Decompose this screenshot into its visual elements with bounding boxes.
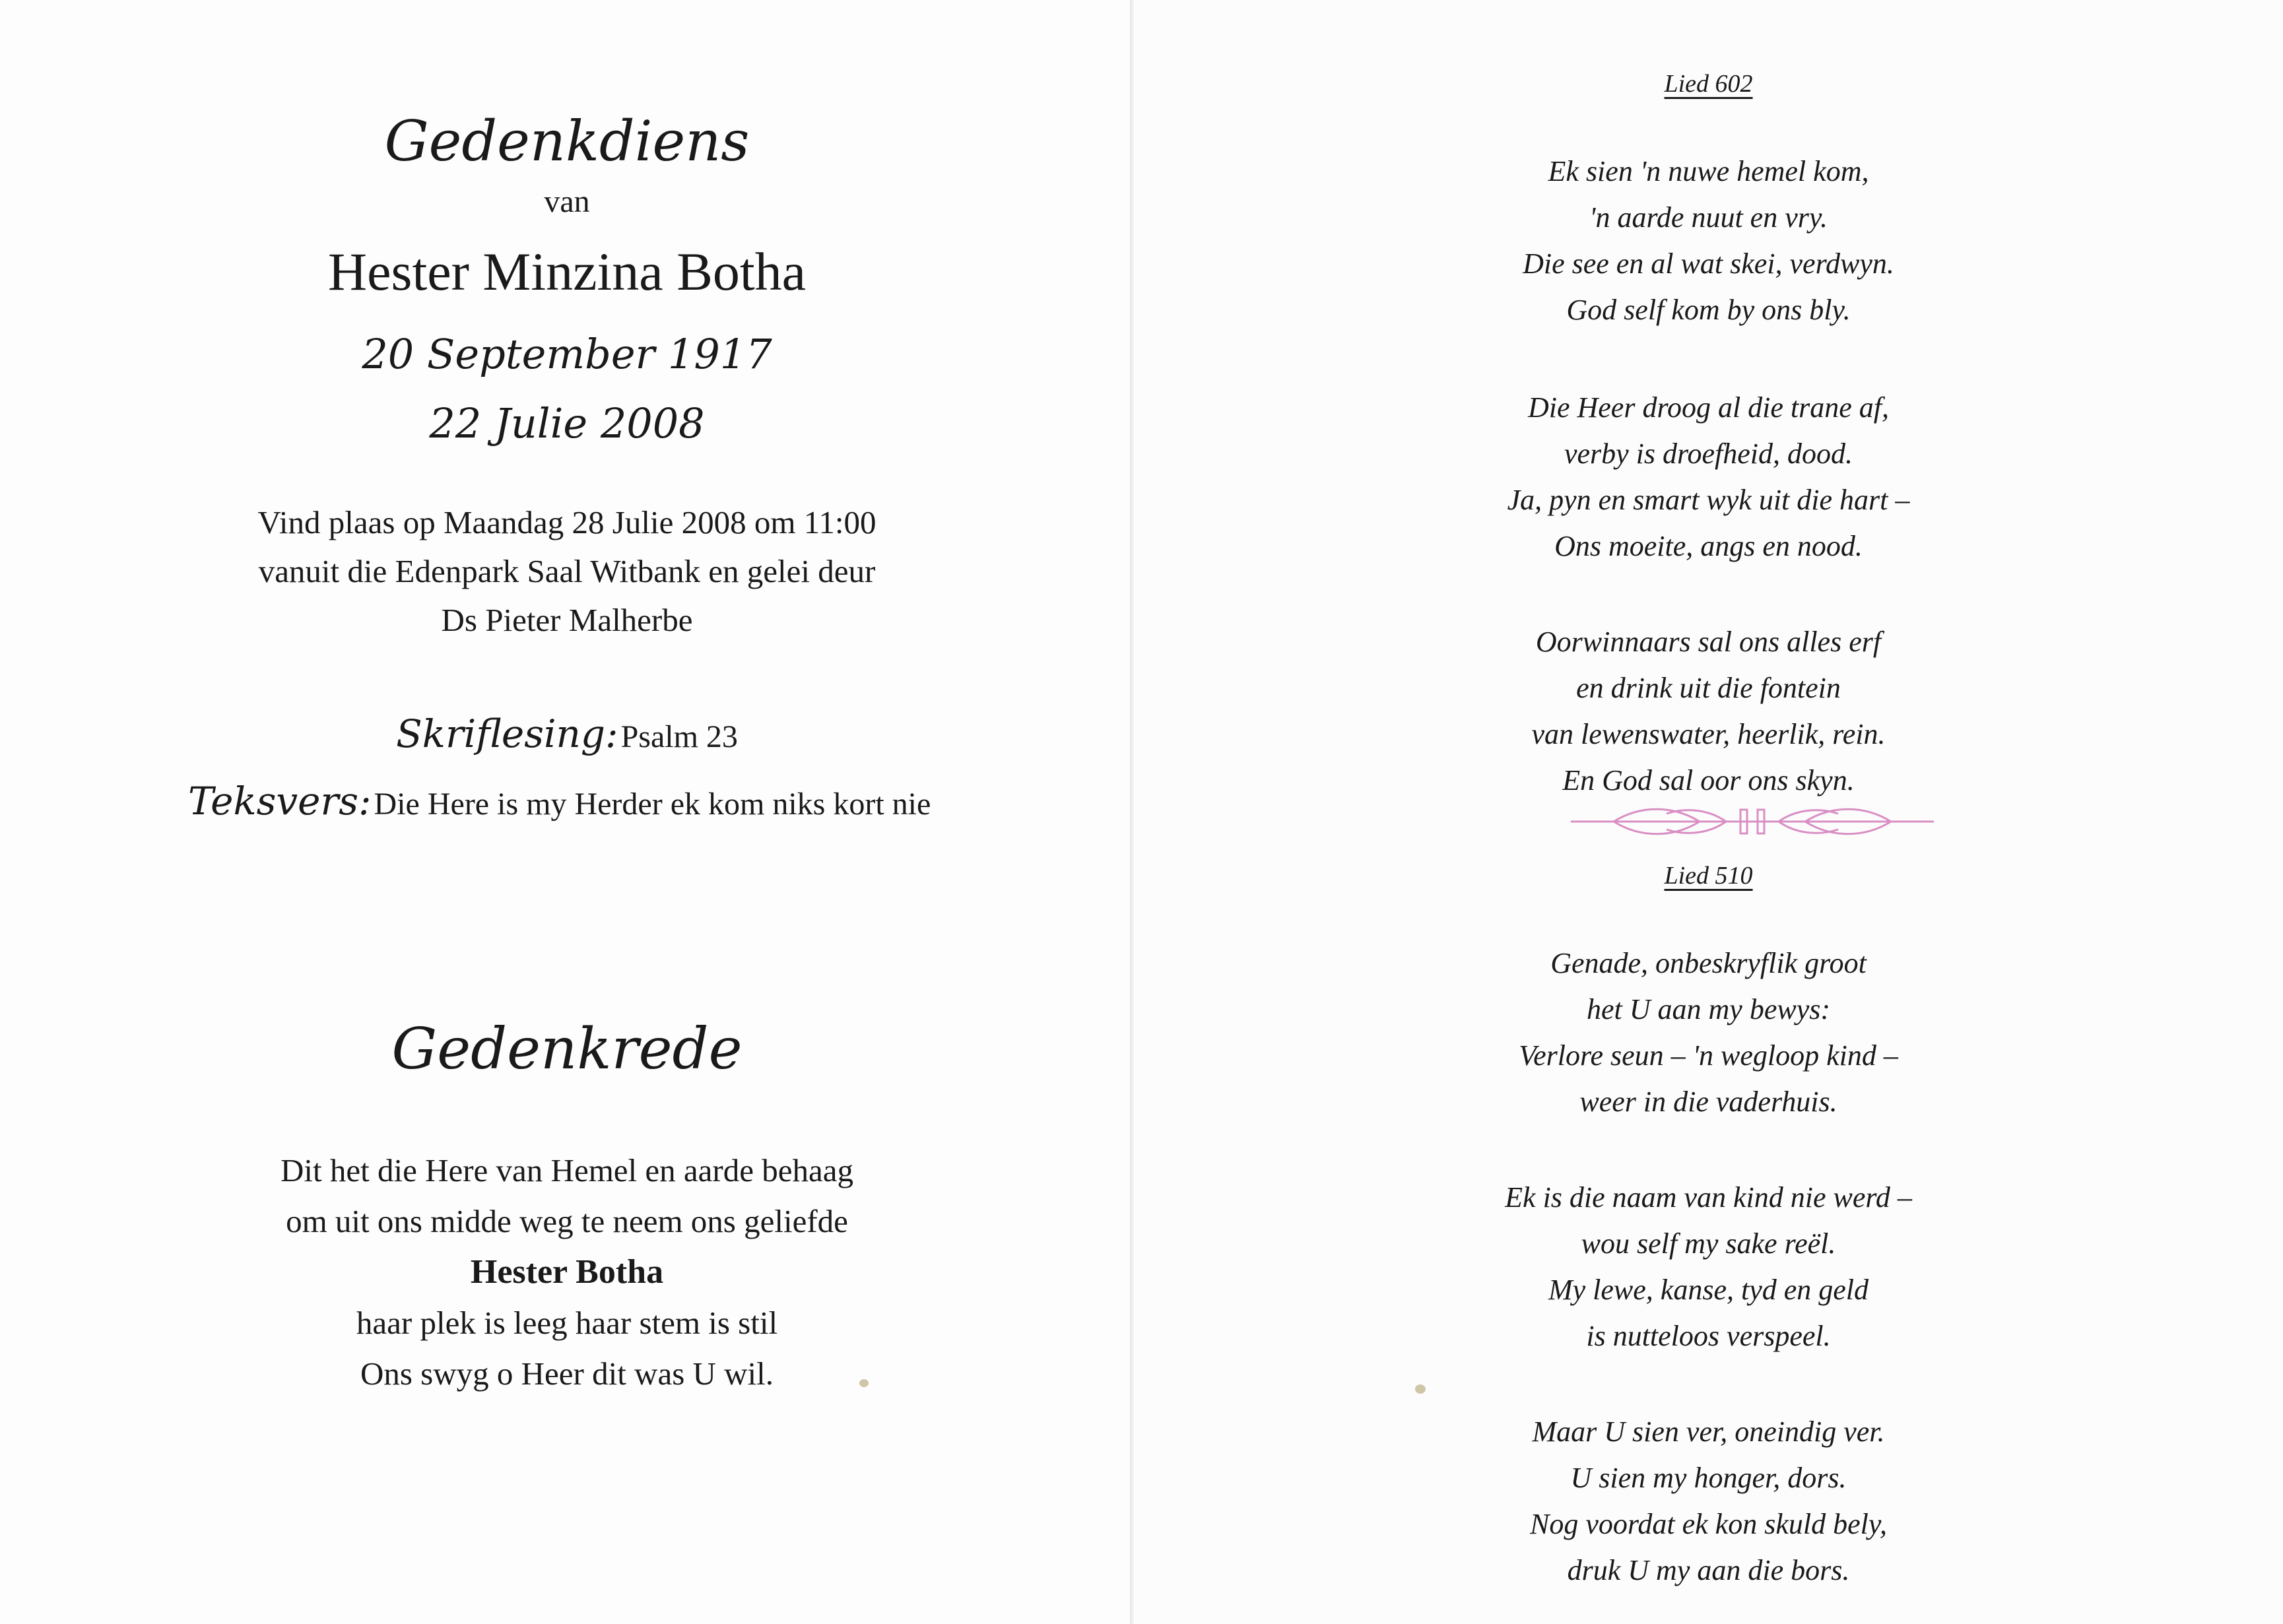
- reading-value: Psalm 23: [620, 719, 738, 754]
- stanza-line: 'n aarde nuut en vry.: [1589, 201, 1828, 234]
- reading-label: Skriflesing:: [396, 711, 618, 756]
- stanza-line: Die see en al wat skei, verdwyn.: [1523, 247, 1894, 280]
- hymn-stanza: [1134, 940, 2283, 1125]
- stanza-line: En God sal oor ons skyn.: [1562, 764, 1855, 796]
- stanza-line: Verlore seun – 'n wegloop kind –: [1519, 1039, 1898, 1072]
- deceased-name: Hester Minzina Botha: [327, 242, 807, 302]
- eulogy-line: haar plek is leeg haar stem is stil: [356, 1305, 778, 1341]
- left-page: [0, 0, 1134, 1624]
- hymn-title: Lied 510: [1664, 862, 1753, 890]
- service-details: [0, 498, 1134, 645]
- hymn-stanza: [1134, 148, 2283, 333]
- hymn-stanza: [1134, 385, 2283, 569]
- floral-divider-ornament: [1568, 802, 1937, 841]
- eulogy-line: Ons swyg o Heer dit was U wil.: [360, 1355, 774, 1392]
- stanza-line: Genade, onbeskryflik groot: [1550, 947, 1867, 979]
- stanza-line: Ja, pyn en smart wyk uit die hart –: [1507, 484, 1910, 516]
- stanza-line: wou self my sake reël.: [1581, 1227, 1836, 1260]
- stanza-line: Oorwinnaars sal ons alles erf: [1535, 626, 1882, 658]
- stanza-line: My lewe, kanse, tyd en geld: [1548, 1274, 1869, 1306]
- eulogy-line: om uit ons midde weg te neem ons geliefde: [286, 1203, 848, 1239]
- hymn-title: Lied 602: [1664, 70, 1753, 98]
- eulogy-line: Dit het die Here van Hemel en aarde behaag: [281, 1152, 853, 1188]
- paper-speck: [859, 1379, 869, 1387]
- hymn-stanza: [1134, 1175, 2283, 1359]
- service-line: vanuit die Edenpark Saal Witbank en gelei deur: [258, 553, 876, 589]
- eulogy-title: Gedenkrede: [391, 1016, 743, 1082]
- stanza-line: weer in die vaderhuis.: [1579, 1086, 1837, 1118]
- stanza-line: het U aan my bewys:: [1586, 993, 1830, 1025]
- text-verse: [188, 779, 931, 824]
- stanza-line: druk U my aan die bors.: [1567, 1554, 1850, 1586]
- stanza-line: Nog voordat ek kon skuld bely,: [1530, 1508, 1887, 1540]
- stanza-line: Die Heer droog al die trane af,: [1527, 391, 1890, 424]
- textverse-label: Teksvers:: [188, 779, 372, 824]
- stanza-line: verby is droefheid, dood.: [1564, 438, 1853, 470]
- stanza-line: Maar U sien ver, oneindig ver.: [1532, 1415, 1885, 1448]
- eulogy-name: Hester Botha: [470, 1253, 664, 1291]
- stanza-line: Ek sien 'n nuwe hemel kom,: [1548, 155, 1869, 187]
- textverse-value: Die Here is my Herder ek kom niks kort nie: [374, 787, 931, 822]
- scripture-reading: [0, 711, 1134, 756]
- birth-date: 20 September 1917: [362, 330, 772, 378]
- stanza-line: is nutteloos verspeel.: [1586, 1320, 1831, 1352]
- stanza-line: Ons moeite, angs en nood.: [1554, 530, 1863, 562]
- hymn-stanza: [1134, 1409, 2283, 1594]
- memorial-title: Gedenkdiens: [384, 109, 750, 174]
- service-line: Vind plaas op Maandag 28 Julie 2008 om 11:00: [257, 504, 877, 540]
- stanza-line: en drink uit die fontein: [1576, 672, 1841, 704]
- service-line: Ds Pieter Malherbe: [441, 602, 693, 638]
- stanza-line: God self kom by ons bly.: [1566, 294, 1851, 326]
- paper-speck: [1415, 1384, 1426, 1394]
- van-text: van: [544, 184, 590, 219]
- death-date: 22 Julie 2008: [429, 399, 705, 447]
- stanza-line: van lewenswater, heerlik, rein.: [1531, 718, 1886, 750]
- stanza-line: Ek is die naam van kind nie werd –: [1505, 1181, 1912, 1214]
- eulogy-text: [0, 1145, 1134, 1399]
- hymn-stanza: [1134, 619, 2283, 804]
- stanza-line: U sien my honger, dors.: [1570, 1462, 1847, 1494]
